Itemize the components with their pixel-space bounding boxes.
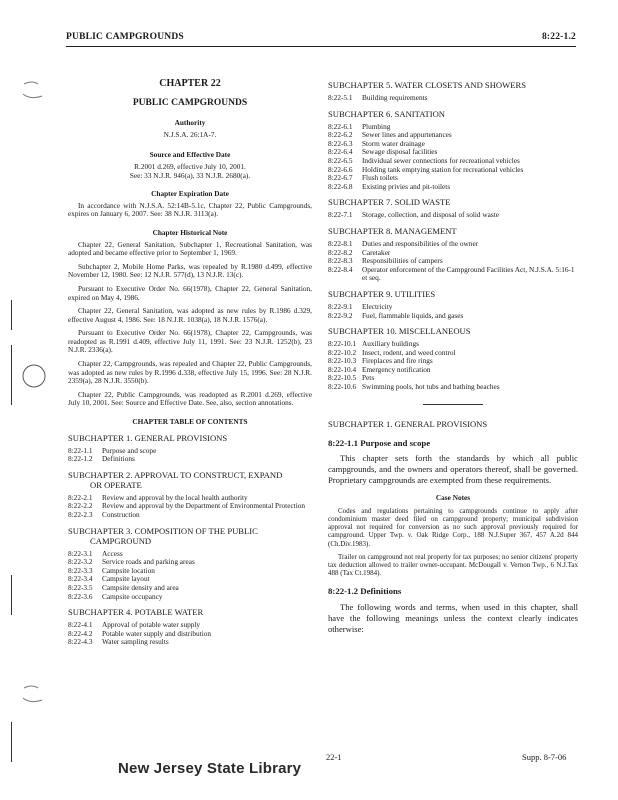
toc-section-title: Campsite layout: [102, 574, 150, 584]
authority-heading: Authority: [174, 118, 206, 128]
subchapter-title: SUBCHAPTER 10. MISCELLANEOUS: [328, 326, 471, 337]
toc-section-title: Electricity: [362, 301, 393, 311]
toc-section-number: 8:22-7.1: [328, 210, 353, 220]
toc-section-title: Operator enforcement of the Campground Facilities Act, N.J.S.A. 5:16-1 et seq.: [362, 264, 575, 283]
subchapter-heading: [328, 80, 578, 90]
toc-section-number: 8:22-4.3: [68, 637, 93, 647]
toc-section-title: Flush toilets: [362, 173, 398, 183]
toc-section-title: Campsite density and area: [102, 582, 179, 592]
section-heading: 8:22-1.2 Definitions: [328, 586, 402, 597]
left-column: [68, 72, 312, 647]
toc-section-number: 8:22-9.2: [328, 310, 353, 320]
toc-section-title: Storm water drainage: [362, 138, 425, 148]
toc-section-title: Approval of potable water supply: [102, 620, 201, 630]
subchapter-title: SUBCHAPTER 8. MANAGEMENT: [328, 225, 457, 236]
subchapter-title: SUBCHAPTER 7. SOLID WASTE: [328, 197, 451, 208]
toc-section-title: Duties and responsibilities of the owner: [362, 238, 479, 248]
toc-section-number: 8:22-1.2: [68, 454, 93, 464]
case-note: Codes and regulations pertaining to campgrounds continue to apply after condominium master deed filed on campground property; municipal subdivision approval not required for conversion as no such approval previously required for campground. Upper Twp. v. Oak Ridge Corp., 188 N.J.Super 367, 457 A.2d 844 (Ch.Div.1983).: [328, 506, 578, 548]
case-note: Trailer on campground not real property for tax purposes; no senior citizens' property tax deduction allowed to trailer owner-occupant. McDougall v. Vernon Twp., 6 N.J.Tax 488 (Tax Ct.1984).: [328, 552, 578, 578]
toc-section-title: Campsite location: [102, 565, 155, 575]
toc-section-number: 8:22-8.3: [328, 256, 353, 266]
toc-section-number: 8:22-10.5: [328, 373, 357, 383]
toc-section-number: 8:22-9.1: [328, 301, 353, 311]
authority-text: N.J.S.A. 26:1A-7.: [163, 129, 217, 139]
toc-section-number: 8:22-1.1: [68, 445, 93, 455]
toc-section-number: 8:22-3.6: [68, 591, 93, 601]
toc-section-number: 8:22-6.8: [328, 181, 353, 191]
toc-entry: [328, 383, 578, 392]
expiration-text: In accordance with N.J.S.A. 52:14B-5.1c, Chapter 22, Public Campgrounds, expires on January 6, 2007. See: 38 N.J.R. 3113(a).: [68, 200, 312, 219]
toc-section-number: 8:22-2.2: [68, 501, 93, 511]
toc-section-title: Review and approval by the Department of Environmental Protection: [102, 501, 306, 511]
toc-section-title: Water sampling results: [102, 637, 169, 647]
toc-section-title: Sewage disposal facilities: [362, 147, 438, 157]
toc-section-title: Caretaker: [362, 247, 391, 257]
expiration-heading: Chapter Expiration Date: [151, 189, 229, 199]
toc-section-number: 8:22-8.1: [328, 238, 353, 248]
toc-entry: [328, 312, 578, 321]
case-notes-heading: Case Notes: [435, 493, 471, 503]
toc-section-number: 8:22-2.3: [68, 510, 93, 519]
toc-section-number: 8:22-6.4: [328, 147, 353, 157]
page-number: 22-1: [326, 752, 342, 762]
toc-section-number: 8:22-10.4: [328, 364, 357, 374]
toc-section-title: Pets: [362, 373, 375, 383]
history-paragraph: Pursuant to Executive Order No. 66(1978), Chapter 22, Campgrounds, was readopted as R.1991 d.409, effective July 11, 1991. See: 23 N.J.R. 1252(b), 23 N.J.R. 2336(a).: [68, 328, 312, 355]
toc-section-title: Service roads and parking areas: [102, 557, 195, 567]
toc-section-number: 8:22-6.3: [328, 138, 353, 148]
toc-section-title: Auxiliary buildings: [362, 339, 419, 349]
chapter-number: CHAPTER 22: [159, 78, 221, 89]
toc-section-number: 8:22-10.2: [328, 347, 357, 357]
toc-section-title: Building requirements: [362, 93, 428, 102]
subchapter-title: SUBCHAPTER 9. UTILITIES: [328, 288, 436, 299]
subchapter-heading: [328, 109, 578, 119]
subchapter-heading: [328, 197, 578, 207]
toc-section-number: 8:22-3.1: [68, 548, 93, 558]
toc-section-title: Access: [102, 548, 123, 558]
section-text: This chapter sets forth the standards by which all public campgrounds, and the owners and operators thereof, shall be governed. Proprietary campgrounds are exempted from these requirements.: [328, 453, 578, 486]
toc-section-number: 8:22-4.1: [68, 620, 93, 630]
toc-section-number: 8:22-10.6: [328, 382, 357, 392]
source-heading: Source and Effective Date: [149, 150, 231, 160]
toc-section-number: 8:22-3.3: [68, 565, 93, 575]
chapter-title: PUBLIC CAMPGROUNDS: [132, 97, 248, 108]
toc-section-number: 8:22-3.2: [68, 557, 93, 567]
running-header: [66, 32, 576, 47]
toc-section-number: 8:22-4.2: [68, 628, 93, 638]
toc-entry: [68, 455, 312, 464]
toc-entry: [328, 211, 578, 220]
punch-hole-circle: [20, 362, 48, 390]
change-bar: [11, 300, 12, 330]
toc-entry: [328, 266, 578, 283]
toc-section-number: 8:22-10.3: [328, 356, 357, 366]
subchapter-heading: [328, 226, 578, 236]
toc-entry: [328, 94, 578, 103]
punch-hole-mark: [20, 78, 46, 104]
toc-entry: [68, 638, 312, 647]
toc-section-title: Existing privies and pit-toilets: [362, 181, 451, 191]
toc-heading: CHAPTER TABLE OF CONTENTS: [132, 417, 248, 427]
toc-section-title: Holding tank emptying station for recreational vehicles: [362, 164, 524, 174]
toc-section-title: Insect, rodent, and weed control: [362, 347, 456, 357]
toc-section-title: Fuel, flammable liquids, and gases: [362, 310, 464, 320]
toc-section-title: Definitions: [102, 454, 135, 464]
toc-section-title: Construction: [102, 510, 140, 519]
toc-section-number: 8:22-3.4: [68, 574, 93, 584]
supplement-date: Supp. 8-7-06: [522, 752, 567, 762]
toc-section-title: Responsibilities of campers: [362, 256, 443, 266]
toc-entry: [68, 511, 312, 520]
toc-section-number: 8:22-6.5: [328, 155, 353, 165]
source-line: See: 33 N.J.R. 946(a), 33 N.J.R. 2680(a).: [129, 170, 251, 180]
toc-section-number: 8:22-5.1: [328, 93, 353, 102]
subchapter-title: SUBCHAPTER 2. APPROVAL TO CONSTRUCT, EXPAND: [68, 469, 283, 480]
toc-section-number: 8:22-6.2: [328, 130, 353, 140]
header-section-number: 8:22-1.2: [541, 32, 576, 42]
history-paragraph: Subchapter 2, Mobile Home Parks, was repealed by R.1980 d.499, effective November 12, 1980. See: 12 N.J.R. 577(d), 13 N.J.R. 13(c).: [68, 261, 312, 280]
table-of-contents: [68, 433, 312, 647]
library-stamp: New Jersey State Library: [118, 760, 302, 777]
toc-section-title: Campsite occupancy: [102, 591, 163, 601]
toc-entry: [328, 183, 578, 192]
toc-section-title: Swimming pools, hot tubs and bathing beaches: [362, 382, 500, 392]
toc-section-number: 8:22-8.4: [328, 264, 353, 274]
subchapter-title: SUBCHAPTER 5. WATER CLOSETS AND SHOWERS: [328, 80, 526, 90]
toc-section-title: Sewer lines and appurtenances: [362, 130, 452, 140]
subchapter-title: SUBCHAPTER 1. GENERAL PROVISIONS: [68, 432, 228, 443]
toc-section-number: 8:22-8.2: [328, 247, 353, 257]
history-paragraph: Chapter 22, Campgrounds, was repealed and Chapter 22, Public Campgrounds, was adopted as new rules by R.1996 d.338, effective July 15, 1996. See: 28 N.J.R. 2359(a), 28 N.J.R. 3550(b).: [68, 359, 312, 386]
header-title: PUBLIC CAMPGROUNDS: [66, 32, 184, 42]
subchapter-title: SUBCHAPTER 6. SANITATION: [328, 108, 446, 119]
toc-section-title: Potable water supply and distribution: [102, 628, 212, 638]
subchapter-title: SUBCHAPTER 3. COMPOSITION OF THE PUBLIC: [68, 525, 258, 536]
toc-section-number: 8:22-6.1: [328, 121, 353, 131]
section-text: The following words and terms, when used in this chapter, shall have the following meanings unless the context clearly indicates otherwise:: [328, 602, 578, 635]
toc-section-number: 8:22-6.7: [328, 173, 353, 183]
change-bar: [11, 345, 12, 405]
punch-hole-mark: [20, 682, 46, 708]
toc-section-title: Purpose and scope: [102, 445, 157, 455]
subchapter-heading: [68, 526, 312, 546]
toc-section-title: Individual sewer connections for recreational vehicles: [362, 155, 520, 165]
section-heading: 8:22-1.1 Purpose and scope: [328, 437, 431, 448]
history-notes: [68, 241, 312, 409]
subchapter-heading: [68, 433, 312, 443]
toc-section-title: Fireplaces and fire rings: [362, 356, 433, 366]
section-divider: [423, 404, 483, 405]
table-of-contents-continued: [328, 80, 578, 392]
history-paragraph: Pursuant to Executive Order No. 66(1978), Chapter 22, General Sanitation, expired on May 4, 1986.: [68, 283, 312, 302]
toc-section-number: 8:22-6.6: [328, 164, 353, 174]
toc-section-title: Review and approval by the local health authority: [102, 492, 248, 502]
subchapter-heading: [68, 607, 312, 617]
toc-section-title: Storage, collection, and disposal of solid waste: [362, 210, 499, 220]
toc-section-title: Emergency notification: [362, 364, 431, 374]
toc-section-title: Plumbing: [362, 121, 391, 131]
history-paragraph: Chapter 22, General Sanitation, Subchapter 1, Recreational Sanitation, was adopted and became effective prior to September 1, 1969.: [68, 239, 312, 258]
right-column: [328, 74, 578, 641]
toc-section-number: 8:22-10.1: [328, 339, 357, 349]
subchapter-heading: [328, 289, 578, 299]
change-bar: [11, 722, 12, 762]
source-line: R.2001 d.269, effective July 10, 2001.: [134, 161, 246, 171]
subchapter-title: SUBCHAPTER 4. POTABLE WATER: [68, 607, 204, 618]
subchapter-heading: [328, 326, 578, 336]
toc-section-number: 8:22-2.1: [68, 492, 93, 502]
history-paragraph: Chapter 22, Public Campgrounds, was readopted as R.2001 d.269, effective July 10, 2001. See: Source and Effective Date. See, also, section annotations.: [68, 389, 312, 408]
change-bar: [11, 575, 12, 615]
subchapter-title-cont: CAMPGROUND: [90, 535, 152, 546]
history-heading: Chapter Historical Note: [152, 227, 228, 237]
subchapter-heading: [68, 470, 312, 490]
subchapter-heading: SUBCHAPTER 1. GENERAL PROVISIONS: [328, 418, 488, 429]
toc-entry: [68, 593, 312, 602]
history-paragraph: Chapter 22, General Sanitation, was adopted as new rules by R.1986 d.329, effective August 4, 1986. See: 18 N.J.R. 1038(a), 18 N.J.R. 1576(a).: [68, 306, 312, 324]
toc-section-number: 8:22-3.5: [68, 582, 93, 592]
subchapter-title-cont: OR OPERATE: [90, 479, 142, 490]
